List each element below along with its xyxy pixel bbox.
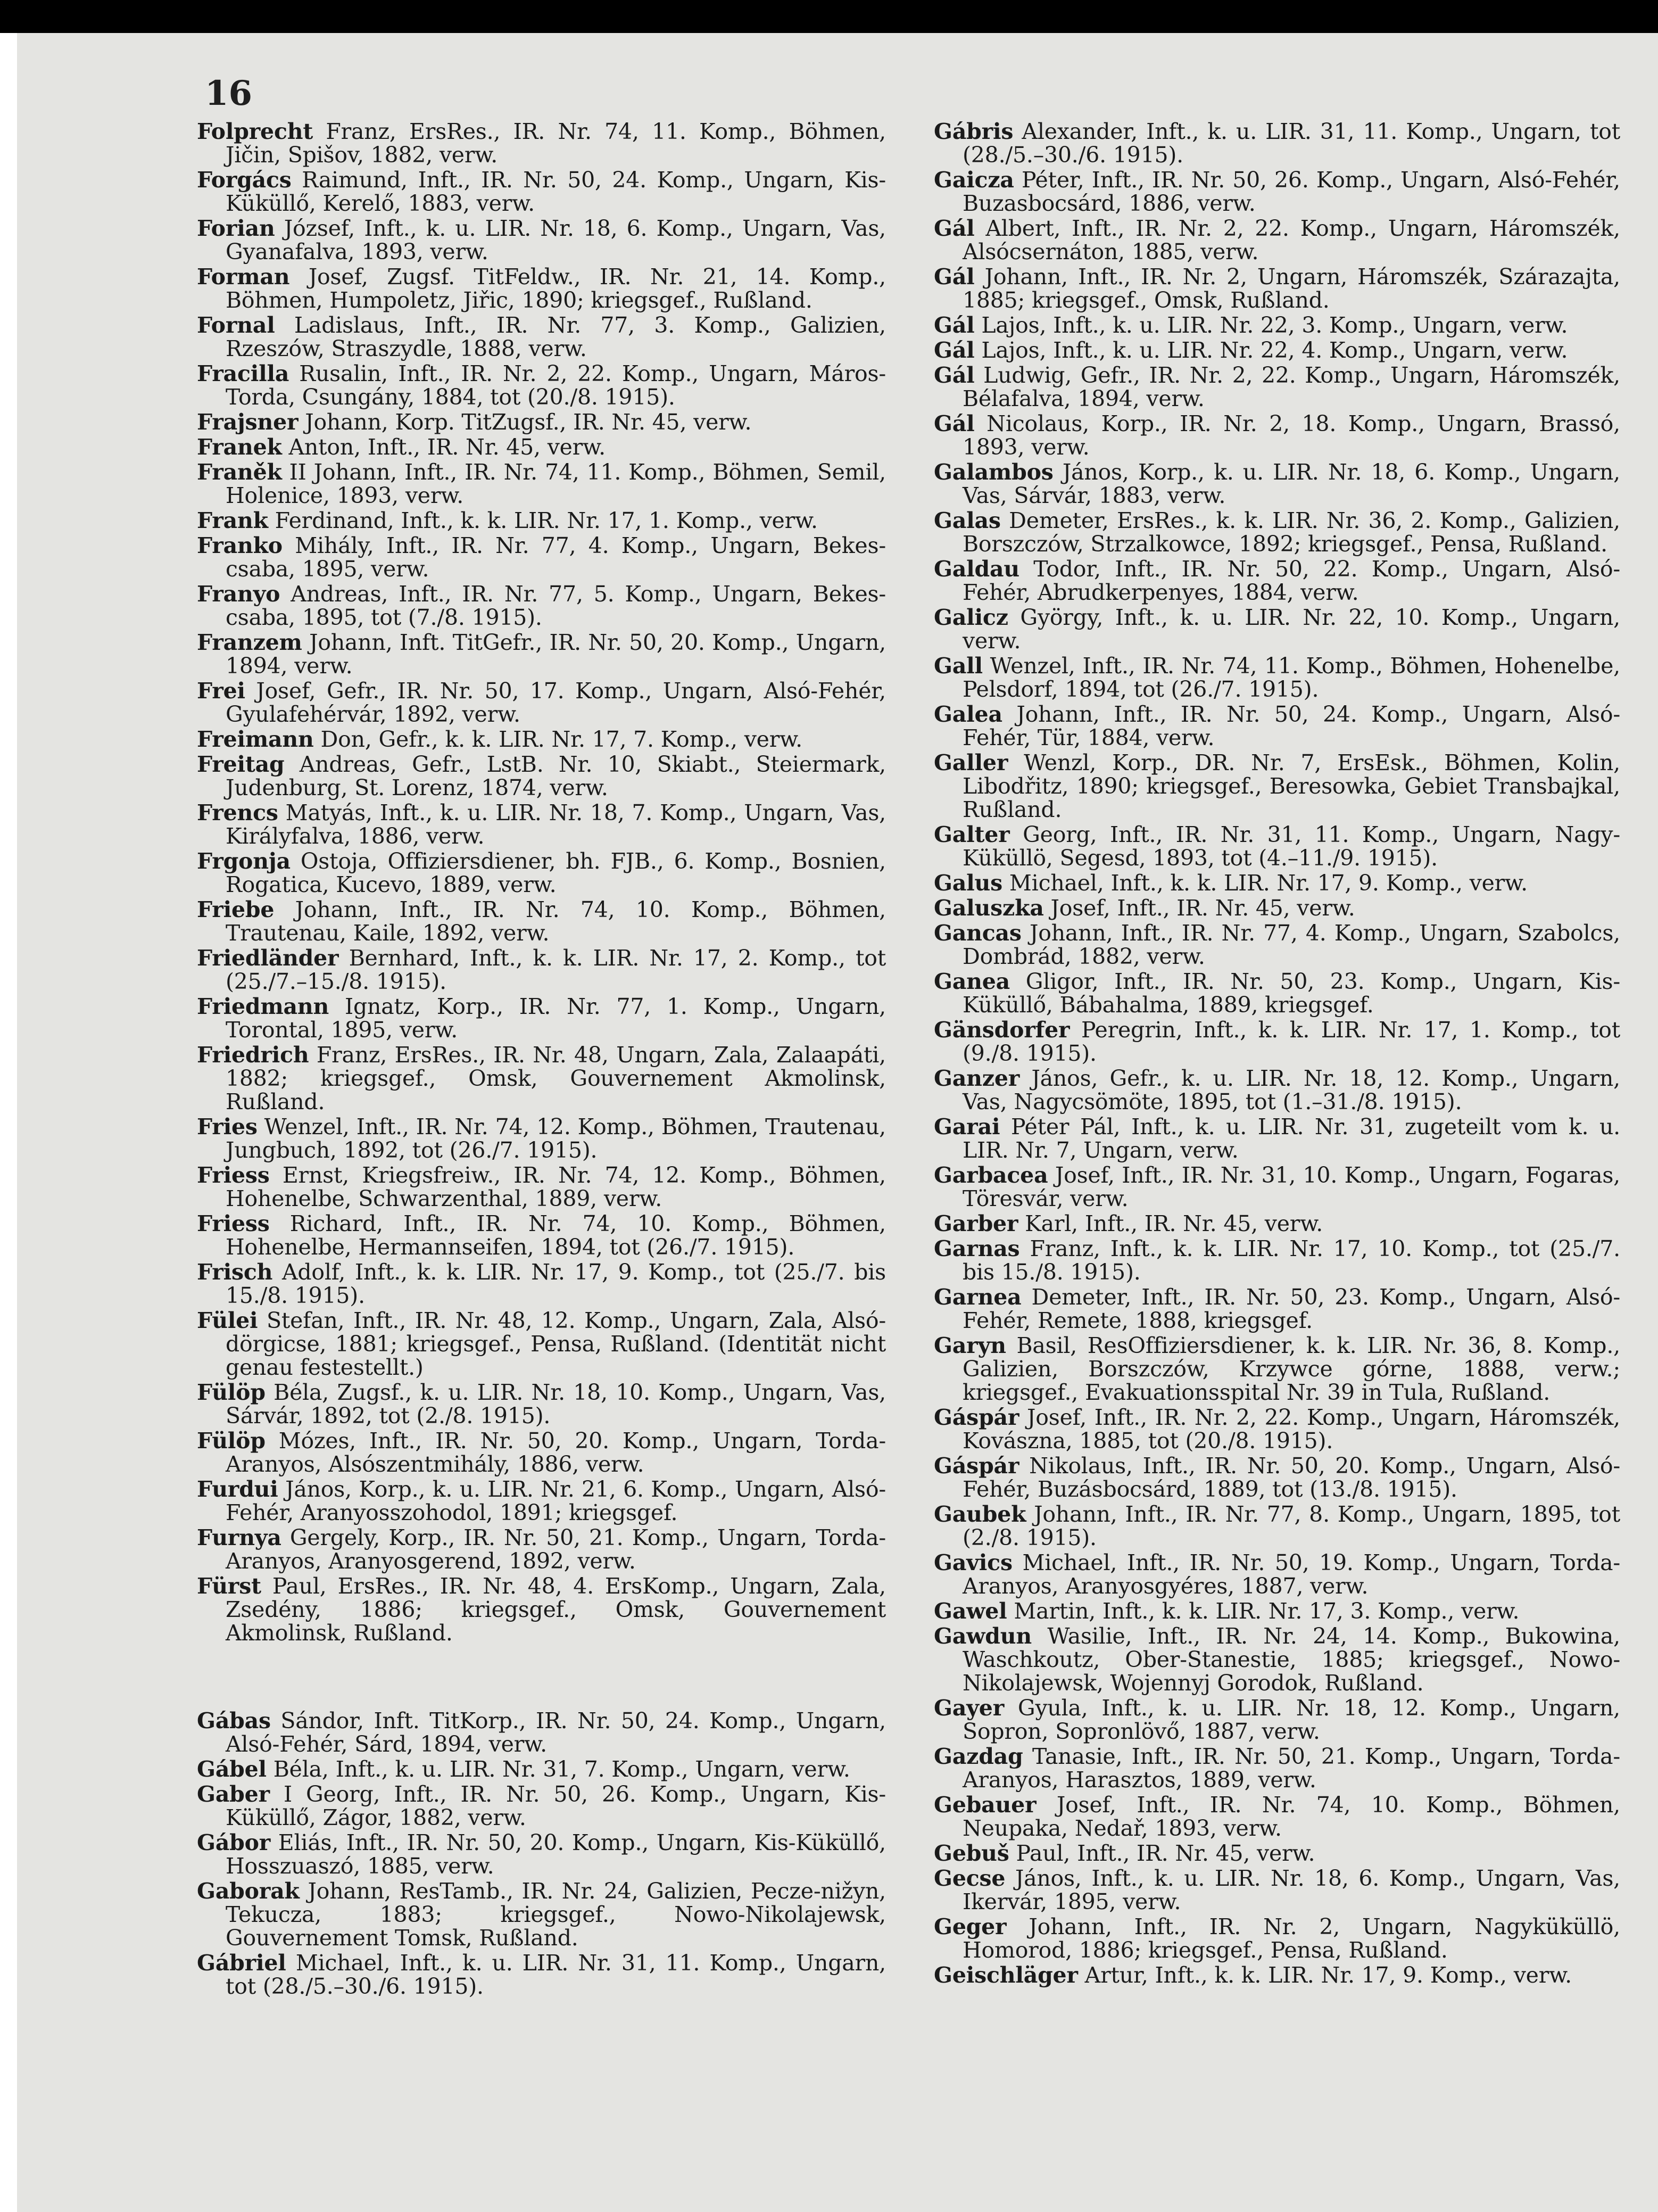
entry-details: Eliás, Inft., IR. Nr. 50, 20. Komp., Ungarn, Kis-Küküllő, Hosszuaszó, 1885, verw.	[226, 1830, 886, 1879]
entry-surname: Frei	[197, 678, 245, 704]
entry-surname: Galas	[934, 508, 1001, 533]
entry	[197, 1043, 886, 1113]
entry	[197, 1709, 886, 1756]
entry-surname: Gábel	[197, 1756, 267, 1782]
entry-surname: Freitag	[197, 752, 285, 777]
entry-details: Johann, Inft., IR. Nr. 77, 4. Komp., Ungarn, Szabolcs, Dombrád, 1882, verw.	[963, 920, 1620, 969]
scan-border-top	[0, 0, 1658, 33]
entry-surname: Gecse	[934, 1866, 1006, 1891]
entry-details: Michael, Inft., k. u. LIR. Nr. 31, 11. Komp., Ungarn, tot (28./5.–30./6. 1915).	[226, 1950, 886, 1999]
entry-details: Raimund, Inft., IR. Nr. 50, 24. Komp., Ungarn, Kis-Küküllő, Kerelő, 1883, verw.	[226, 167, 886, 216]
entry	[197, 898, 886, 945]
entry-details: Franz, Inft., k. k. LIR. Nr. 17, 10. Komp., tot (25./7. bis 15./8. 1915).	[963, 1236, 1620, 1285]
entry-details: János, Korp., k. u. LIR. Nr. 18, 6. Komp., Ungarn, Vas, Sárvár, 1883, verw.	[963, 459, 1620, 508]
entry-details: Béla, Inft., k. u. LIR. Nr. 31, 7. Komp., Ungarn, verw.	[266, 1756, 850, 1782]
entry-details: Ladislaus, Inft., IR. Nr. 77, 3. Komp., Galizien, Rzeszów, Straszydle, 1888, verw.	[226, 312, 886, 361]
entry-surname: Gebuš	[934, 1840, 1009, 1866]
entry-details: Mihály, Inft., IR. Nr. 77, 4. Komp., Ungarn, Bekes-csaba, 1895, verw.	[226, 533, 886, 582]
entry-surname: Fracilla	[197, 361, 289, 386]
entry-details: Johann, Inft., IR. Nr. 2, Ungarn, Háromszék, Szárazajta, 1885; kriegsgef., Omsk, Rußland.	[963, 264, 1620, 313]
entry-details: Lajos, Inft., k. u. LIR. Nr. 22, 3. Komp., Ungarn, verw.	[974, 312, 1568, 338]
entry-details: Lajos, Inft., k. u. LIR. Nr. 22, 4. Komp., Ungarn, verw.	[974, 337, 1568, 363]
entry-details: Stefan, Inft., IR. Nr. 48, 12. Komp., Ungarn, Zala, Alsó-dörgicse, 1881; kriegsgef., Pensa, Rußland. (Identität nicht genau festestellt.)	[226, 1308, 886, 1380]
entry-details: Peregrin, Inft., k. k. LIR. Nr. 17, 1. Komp., tot (9./8. 1915).	[963, 1017, 1620, 1066]
entry-surname: Gábas	[197, 1708, 271, 1734]
entry-details: Adolf, Inft., k. k. LIR. Nr. 17, 9. Komp., tot (25./7. bis 15./8. 1915).	[226, 1259, 886, 1308]
entry	[197, 679, 886, 726]
entry-surname: Fülöp	[197, 1380, 266, 1405]
entry-surname: Gáspár	[934, 1405, 1019, 1430]
entry-details: Basil, ResOffiziersdiener, k. k. LIR. Nr. 36, 8. Komp., Galizien, Borszczów, Krzywce górne, 1888, verw.; kriegsgef., Evakuationsspital Nr. 39 in Tula, Rußland.	[963, 1333, 1620, 1405]
entry	[197, 1260, 886, 1307]
entry-details: Georg, Inft., IR. Nr. 31, 11. Komp., Ungarn, Nagy-Küküllö, Segesd, 1893, tot (4.–11./9. 1915).	[963, 822, 1620, 871]
entry-surname: Gál	[934, 264, 975, 290]
entry-details: I Georg, Inft., IR. Nr. 50, 26. Komp., Ungarn, Kis-Küküllő, Zágor, 1882, verw.	[226, 1781, 886, 1830]
entry-surname: Gaubek	[934, 1501, 1026, 1527]
entry	[934, 1285, 1620, 1332]
entry	[934, 654, 1620, 701]
entry-details: Andreas, Gefr., LstB. Nr. 10, Skiabt., Steiermark, Judenburg, St. Lorenz, 1874, verw.	[226, 752, 886, 800]
entry-surname: Gál	[934, 312, 975, 338]
entry-surname: Garbacea	[934, 1162, 1048, 1188]
entry-details: II Johann, Inft., IR. Nr. 74, 11. Komp., Böhmen, Semil, Holenice, 1893, verw.	[226, 459, 886, 508]
entry	[934, 364, 1620, 410]
entry	[934, 265, 1620, 312]
entry-details: Ignatz, Korp., IR. Nr. 77, 1. Komp., Ungarn, Torontal, 1895, verw.	[226, 994, 886, 1043]
entry-details: Wenzel, Inft., IR. Nr. 74, 12. Komp., Böhmen, Trautenau, Jungbuch, 1892, tot (26./7. 1915).	[226, 1114, 886, 1163]
entry-details: János, Inft., k. u. LIR. Nr. 18, 6. Komp., Ungarn, Vas, Ikervár, 1895, verw.	[963, 1866, 1620, 1914]
entry-details: Johann, ResTamb., IR. Nr. 24, Galizien, Pecze-nižyn, Tekucza, 1883; kriegsgef., Nowo-Nikolajewsk, Gouvernement Tomsk, Rußland.	[226, 1878, 886, 1951]
entry-details: Paul, Inft., IR. Nr. 45, verw.	[1009, 1840, 1315, 1866]
page-number: 16	[205, 73, 253, 113]
entry-surname: Gebauer	[934, 1792, 1037, 1818]
entry-surname: Garnas	[934, 1236, 1020, 1261]
entry-surname: Friess	[197, 1211, 270, 1236]
entry-details: Paul, ErsRes., IR. Nr. 48, 4. ErsKomp., Ungarn, Zala, Zsedény, 1886; kriegsgef., Omsk, Gouvernement Akmolinsk, Rußland.	[226, 1573, 886, 1646]
entry-surname: Geischläger	[934, 1962, 1078, 1988]
entry	[197, 1757, 886, 1781]
entry	[934, 1624, 1620, 1695]
entry-details: Don, Gefr., k. k. LIR. Nr. 17, 7. Komp., verw.	[313, 727, 802, 752]
entry	[197, 1212, 886, 1259]
entry	[197, 631, 886, 678]
entry-surname: Gancas	[934, 920, 1022, 946]
entry-details: Josef, Inft., IR. Nr. 45, verw.	[1043, 895, 1355, 921]
entry-details: Karl, Inft., IR. Nr. 45, verw.	[1018, 1211, 1323, 1236]
entry	[934, 1018, 1620, 1065]
entry	[197, 1381, 886, 1427]
entry	[197, 1831, 886, 1878]
entry-surname: Gábris	[934, 119, 1014, 144]
entry-details: Péter, Inft., IR. Nr. 50, 26. Komp., Ungarn, Alsó-Fehér, Buzasbocsárd, 1886, verw.	[963, 167, 1620, 216]
entry-details: József, Inft., k. u. LIR. Nr. 18, 6. Komp., Ungarn, Vas, Gyanafalva, 1893, verw.	[226, 216, 886, 265]
entry	[934, 1963, 1620, 1987]
entry-surname: Garai	[934, 1114, 1000, 1140]
entry-surname: Ganzer	[934, 1066, 1020, 1091]
entry	[197, 1115, 886, 1162]
entry-surname: Galdau	[934, 556, 1019, 582]
entry-surname: Galter	[934, 822, 1010, 847]
entry-details: Nikolaus, Inft., IR. Nr. 50, 20. Komp., Ungarn, Alsó-Fehér, Buzásbocsárd, 1889, tot (13./8. 1915).	[963, 1453, 1620, 1502]
entry-details: Demeter, Inft., IR. Nr. 50, 23. Komp., Ungarn, Alsó-Fehér, Remete, 1888, kriegsgef.	[963, 1284, 1620, 1333]
entry	[197, 410, 886, 434]
entry	[934, 1454, 1620, 1501]
entry-surname: Frgonja	[197, 848, 291, 874]
entry-details: János, Korp., k. u. LIR. Nr. 21, 6. Komp., Ungarn, Alsó-Fehér, Aranyosszohodol, 1891; kriegsgef.	[226, 1476, 886, 1525]
entry-surname: Gaborak	[197, 1878, 300, 1904]
entry	[197, 1478, 886, 1524]
entry-details: Ostoja, Offiziersdiener, bh. FJB., 6. Komp., Bosnien, Rogatica, Kucevo, 1889, verw.	[226, 848, 886, 897]
entry	[934, 823, 1620, 870]
entry-details: Mózes, Inft., IR. Nr. 50, 20. Komp., Ungarn, Torda-Aranyos, Alsószentmihály, 1886, verw.	[226, 1428, 886, 1477]
entry	[934, 120, 1620, 167]
entry-surname: Furnya	[197, 1525, 281, 1550]
entry	[197, 1574, 886, 1645]
entry-surname: Gayer	[934, 1695, 1005, 1721]
entry-details: Sándor, Inft. TitKorp., IR. Nr. 50, 24. Komp., Ungarn, Alsó-Fehér, Sárd, 1894, verw.	[226, 1708, 886, 1757]
entry	[934, 168, 1620, 215]
entry-surname: Fornal	[197, 312, 275, 338]
entry	[934, 313, 1620, 337]
entry-details: Richard, Inft., IR. Nr. 74, 10. Komp., Böhmen, Hohenelbe, Hermannseifen, 1894, tot (26./7. 1915).	[226, 1211, 886, 1260]
entry-surname: Frencs	[197, 800, 278, 826]
entry	[934, 703, 1620, 749]
entry	[934, 460, 1620, 507]
entry-surname: Gaicza	[934, 167, 1014, 193]
entry	[934, 1406, 1620, 1452]
entry-details: Bernhard, Inft., k. k. LIR. Nr. 17, 2. Komp., tot (25./7.–15./8. 1915).	[226, 945, 886, 994]
entry-surname: Galambos	[934, 459, 1054, 485]
entry-surname: Franěk	[197, 459, 282, 485]
entry-surname: Gazdag	[934, 1744, 1023, 1769]
entry-details: Wenzl, Korp., DR. Nr. 7, ErsEsk., Böhmen, Kolin, Libodřitz, 1890; kriegsgef., Beresowka, Gebiet Transbajkal, Rußland.	[963, 750, 1620, 822]
entry	[197, 995, 886, 1042]
entry-surname: Freimann	[197, 727, 314, 752]
entry-details: Josef, Zugsf. TitFeldw., IR. Nr. 21, 14. Komp., Böhmen, Humpoletz, Jiřic, 1890; kriegsgef., Rußland.	[226, 264, 886, 313]
entry-surname: Gál	[934, 411, 975, 436]
entry-details: Michael, Inft., IR. Nr. 50, 19. Komp., Ungarn, Torda-Aranyos, Aranyosgyéres, 1887, verw.	[963, 1550, 1620, 1599]
entry-details: Josef, Inft., IR. Nr. 74, 10. Komp., Böhmen, Neupaka, Nedař, 1893, verw.	[963, 1792, 1620, 1841]
entry-surname: Geger	[934, 1914, 1007, 1939]
entry-details: Johann, Inft., IR. Nr. 2, Ungarn, Nagyküküllö, Homorod, 1886; kriegsgef., Pensa, Rußland.	[963, 1914, 1620, 1963]
entry-details: Ludwig, Gefr., IR. Nr. 2, 22. Komp., Ungarn, Háromszék, Bélafalva, 1894, verw.	[963, 362, 1620, 411]
entry-surname: Fürst	[197, 1573, 261, 1599]
entry	[197, 753, 886, 799]
entry	[934, 1793, 1620, 1840]
entry	[197, 217, 886, 263]
entry-details: Anton, Inft., IR. Nr. 45, verw.	[281, 434, 606, 460]
entry	[934, 1067, 1620, 1113]
entry	[934, 871, 1620, 895]
entry-details: Johann, Inft., IR. Nr. 74, 10. Komp., Böhmen, Trautenau, Kaile, 1892, verw.	[226, 897, 886, 946]
entry-details: Artur, Inft., k. k. LIR. Nr. 17, 9. Komp., verw.	[1077, 1962, 1572, 1988]
entry-details: Rusalin, Inft., IR. Nr. 2, 22. Komp., Ungarn, Máros-Torda, Csungány, 1884, tot (20./8. 1915).	[226, 361, 886, 410]
entry-surname: Franyo	[197, 581, 280, 607]
entry-details: Nicolaus, Korp., IR. Nr. 2, 18. Komp., Ungarn, Brassó, 1893, verw.	[963, 411, 1620, 460]
entry-details: Béla, Zugsf., k. u. LIR. Nr. 18, 10. Komp., Ungarn, Vas, Sárvár, 1892, tot (2./8. 1915).	[226, 1380, 886, 1429]
entry	[934, 1745, 1620, 1792]
entry	[197, 1782, 886, 1829]
entry-details: Tanasie, Inft., IR. Nr. 50, 21. Komp., Ungarn, Torda-Aranyos, Harasztos, 1889, verw.	[963, 1744, 1620, 1793]
entry-surname: Galus	[934, 870, 1003, 896]
entry-details: János, Gefr., k. u. LIR. Nr. 18, 12. Komp., Ungarn, Vas, Nagycsömöte, 1895, tot (1.–31./8. 1915).	[963, 1066, 1620, 1115]
entry-details: Péter Pál, Inft., k. u. LIR. Nr. 31, zugeteilt vom k. u. LIR. Nr. 7, Ungarn, verw.	[963, 1114, 1620, 1163]
entry-details: Martin, Inft., k. k. LIR. Nr. 17, 3. Komp., verw.	[1007, 1598, 1520, 1624]
entry	[934, 970, 1620, 1017]
entry	[197, 1309, 886, 1379]
entry	[934, 557, 1620, 604]
entry	[934, 751, 1620, 821]
entry-surname: Franek	[197, 434, 282, 460]
entry-surname: Franko	[197, 533, 283, 558]
entry-details: Wenzel, Inft., IR. Nr. 74, 11. Komp., Böhmen, Hohenelbe, Pelsdorf, 1894, tot (26./7. 1915).	[963, 653, 1620, 702]
entry-surname: Gall	[934, 653, 983, 679]
entry	[934, 1867, 1620, 1913]
entry-details: Johann, Korp. TitZugsf., IR. Nr. 45, verw.	[298, 409, 752, 435]
entry	[197, 728, 886, 751]
entry	[197, 362, 886, 409]
entry-surname: Gáspár	[934, 1453, 1019, 1479]
entry-surname: Frisch	[197, 1259, 273, 1285]
entry-surname: Ganea	[934, 969, 1010, 994]
entry-surname: Fülei	[197, 1308, 258, 1333]
entry-surname: Fülöp	[197, 1428, 266, 1454]
entry-details: Johann, Inft., IR. Nr. 77, 8. Komp., Ungarn, 1895, tot (2./8. 1915).	[963, 1501, 1620, 1550]
entry-surname: Garber	[934, 1211, 1018, 1236]
entry-surname: Gänsdorfer	[934, 1017, 1070, 1043]
entry-surname: Forian	[197, 216, 275, 241]
entry	[934, 606, 1620, 653]
entry-surname: Gaber	[197, 1781, 270, 1807]
right-column	[934, 120, 1620, 1988]
entry	[197, 313, 886, 360]
entry-details: György, Inft., k. u. LIR. Nr. 22, 10. Komp., Ungarn, verw.	[963, 605, 1620, 654]
entry-details: Franz, ErsRes., IR. Nr. 74, 11. Komp., Böhmen, Jičin, Spišov, 1882, verw.	[226, 119, 886, 168]
entry	[934, 412, 1620, 459]
entry-surname: Folprecht	[197, 119, 313, 144]
entry-surname: Forgács	[197, 167, 292, 193]
entry-surname: Gawdun	[934, 1623, 1032, 1649]
entry-details: Johann, Inft., IR. Nr. 50, 24. Komp., Ungarn, Alsó-Fehér, Tür, 1884, verw.	[963, 701, 1620, 750]
entry-surname: Galler	[934, 750, 1008, 775]
entry	[934, 1551, 1620, 1598]
entry-details: Matyás, Inft., k. u. LIR. Nr. 18, 7. Komp., Ungarn, Vas, Királyfalva, 1886, verw.	[226, 800, 886, 849]
left-column	[197, 120, 886, 2000]
entry	[934, 1237, 1620, 1284]
entry	[197, 946, 886, 993]
entry	[934, 339, 1620, 362]
entry-surname: Garnea	[934, 1284, 1022, 1310]
entry-details: Wasilie, Inft., IR. Nr. 24, 14. Komp., Bukowina, Waschkoutz, Ober-Stanestie, 1885; kriegsgef., Nowo-Nikolajewsk, Wojennyj Gorodok, Rußland.	[963, 1623, 1620, 1696]
entry-details: Josef, Inft., IR. Nr. 31, 10. Komp., Ungarn, Fogaras, Töresvár, verw.	[963, 1162, 1620, 1211]
entry	[934, 1599, 1620, 1623]
entry-surname: Galea	[934, 701, 1002, 727]
section-gap	[197, 1646, 886, 1709]
entry	[934, 1503, 1620, 1549]
entry-surname: Gál	[934, 337, 975, 363]
entry-surname: Gál	[934, 362, 975, 388]
entry-surname: Gawel	[934, 1598, 1007, 1624]
entry-details: Franz, ErsRes., IR. Nr. 48, Ungarn, Zala, Zalaapáti, 1882; kriegsgef., Omsk, Gouvernement Akmolinsk, Rußland.	[226, 1042, 886, 1115]
entry-surname: Galicz	[934, 605, 1008, 630]
entry-details: Ferdinand, Inft., k. k. LIR. Nr. 17, 1. Komp., verw.	[268, 508, 818, 533]
entry	[934, 896, 1620, 920]
entry	[934, 1915, 1620, 1962]
entry-details: Alexander, Inft., k. u. LIR. 31, 11. Komp., Ungarn, tot (28./5.–30./6. 1915).	[963, 119, 1620, 168]
entry-details: Michael, Inft., k. k. LIR. Nr. 17, 9. Komp., verw.	[1002, 870, 1528, 896]
entry-surname: Frajsner	[197, 409, 299, 435]
entry-surname: Gavics	[934, 1550, 1013, 1575]
entry	[934, 1163, 1620, 1210]
entry	[197, 509, 886, 532]
entry-surname: Friedländer	[197, 945, 339, 971]
entry-surname: Friedrich	[197, 1042, 309, 1068]
entry-surname: Frank	[197, 508, 268, 533]
entry-details: Gergely, Korp., IR. Nr. 50, 21. Komp., Ungarn, Torda-Aranyos, Aranyosgerend, 1892, verw.	[226, 1525, 886, 1574]
entry-surname: Franzem	[197, 630, 302, 655]
entry	[197, 435, 886, 459]
entry	[934, 1842, 1620, 1865]
entry	[197, 1163, 886, 1210]
entry-surname: Garyn	[934, 1333, 1006, 1358]
entry-details: Josef, Gefr., IR. Nr. 50, 17. Komp., Ungarn, Alsó-Fehér, Gyulafehérvár, 1892, verw.	[226, 678, 886, 727]
entry	[934, 1696, 1620, 1743]
entry	[934, 1115, 1620, 1162]
entry-details: Johann, Inft. TitGefr., IR. Nr. 50, 20. Komp., Ungarn, 1894, verw.	[226, 630, 886, 679]
entry-details: Albert, Inft., IR. Nr. 2, 22. Komp., Ungarn, Háromszék, Alsócsernáton, 1885, verw.	[963, 216, 1620, 265]
entry-surname: Galuszka	[934, 895, 1044, 921]
entry-details: Josef, Inft., IR. Nr. 2, 22. Komp., Ungarn, Háromszék, Kovászna, 1885, tot (20./8. 1915).	[963, 1405, 1620, 1454]
entry	[197, 1879, 886, 1950]
entry-details: Demeter, ErsRes., k. k. LIR. Nr. 36, 2. Komp., Galizien, Borszczów, Strzalkowce, 1892; kriegsgef., Pensa, Rußland.	[963, 508, 1620, 557]
entry	[197, 534, 886, 581]
entry-surname: Friess	[197, 1162, 270, 1188]
entry	[197, 1429, 886, 1476]
entry	[197, 120, 886, 167]
entry-surname: Friedmann	[197, 994, 329, 1019]
entry	[197, 801, 886, 848]
entry	[197, 168, 886, 215]
entry-surname: Gábriel	[197, 1950, 286, 1976]
entry-details: Gyula, Inft., k. u. LIR. Nr. 18, 12. Komp., Ungarn, Sopron, Sopronlövő, 1887, verw.	[963, 1695, 1620, 1744]
entry-surname: Fries	[197, 1114, 258, 1140]
entry	[934, 509, 1620, 556]
entry-surname: Friebe	[197, 897, 275, 922]
entry	[934, 1212, 1620, 1235]
entry-surname: Forman	[197, 264, 290, 290]
entry	[934, 217, 1620, 263]
entry	[197, 460, 886, 507]
entry	[197, 582, 886, 629]
entry-details: Todor, Inft., IR. Nr. 50, 22. Komp., Ungarn, Alsó-Fehér, Abrudkerpenyes, 1884, verw.	[963, 556, 1620, 605]
entry	[197, 849, 886, 896]
entry-details: Andreas, Inft., IR. Nr. 77, 5. Komp., Ungarn, Bekes-csaba, 1895, tot (7./8. 1915).	[226, 581, 886, 630]
entry	[934, 1334, 1620, 1404]
entry-surname: Furdui	[197, 1476, 278, 1502]
entry-details: Gligor, Inft., IR. Nr. 50, 23. Komp., Ungarn, Kis-Küküllő, Bábahalma, 1889, kriegsgef.	[963, 969, 1620, 1018]
entry	[197, 1951, 886, 1998]
entry	[197, 1526, 886, 1573]
entry-surname: Gábor	[197, 1830, 271, 1855]
entry-surname: Gál	[934, 216, 975, 241]
entry	[934, 921, 1620, 968]
entry	[197, 265, 886, 312]
entry-details: Ernst, Kriegsfreiw., IR. Nr. 74, 12. Komp., Böhmen, Hohenelbe, Schwarzenthal, 1889, verw.	[226, 1162, 886, 1211]
